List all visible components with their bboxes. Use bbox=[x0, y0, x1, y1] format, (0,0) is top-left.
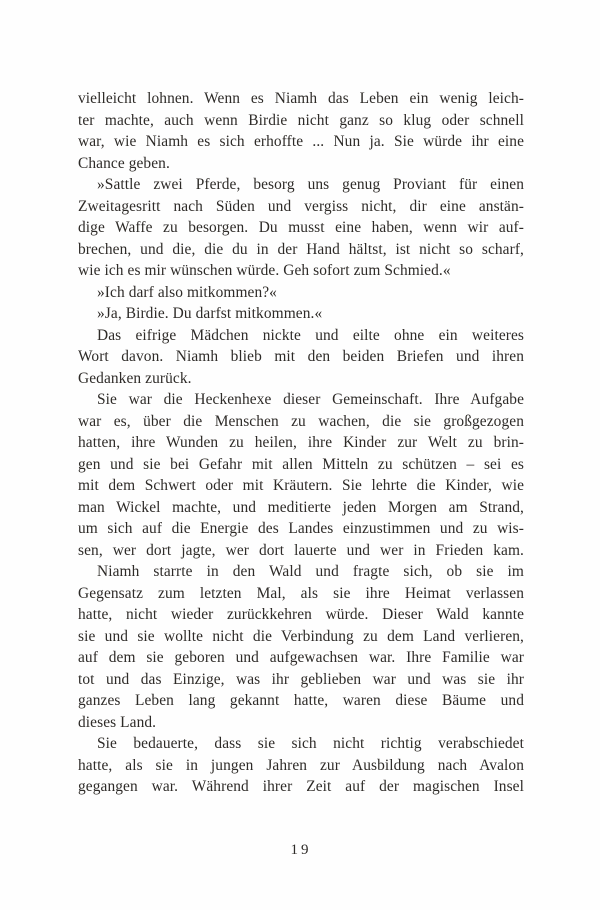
text-line: sen, wer dort jagte, wer dort lauerte und wer in Frieden kam. bbox=[78, 541, 524, 559]
body-text bbox=[78, 88, 524, 798]
text-line: Zweitagesritt nach Süden und vergiss nicht, dir eine anstän- bbox=[78, 197, 524, 215]
text-line: Sie bedauerte, dass sie sich nicht richtig verabschiedet bbox=[97, 735, 524, 752]
text-line: Niamh starrte in den Wald und fragte sich, ob sie im bbox=[97, 563, 524, 580]
text-line: gegangen war. Während ihrer Zeit auf der magischen Insel bbox=[78, 778, 524, 795]
text-line: tot und das Einzige, was ihr geblieben war und was sie ihr bbox=[78, 670, 524, 688]
text-line: ganzes Leben lang gekannt hatte, waren diese Bäume und bbox=[78, 692, 524, 709]
text-line: mit dem Schwert oder mit Kräutern. Sie lehrte die Kinder, wie bbox=[78, 477, 524, 494]
text-line: Chance geben. bbox=[78, 154, 170, 172]
text-line: vielleicht lohnen. Wenn es Niamh das Leben ein wenig leich- bbox=[78, 90, 524, 107]
text-line: um sich auf die Energie des Landes einzustimmen und zu wis- bbox=[78, 520, 524, 537]
text-line: hatte, nicht wieder zurückkehren würde. Dieser Wald kannte bbox=[78, 606, 524, 623]
text-line: Das eifrige Mädchen nickte und eilte ohne ein weiteres bbox=[97, 326, 524, 344]
text-line: hatte, als sie in jungen Jahren zur Ausbildung nach Avalon bbox=[78, 756, 524, 774]
text-line: Wort davon. Niamh blieb mit den beiden Briefen und ihren bbox=[78, 348, 524, 365]
text-line: dige Waffe zu besorgen. Du musst eine haben, wenn wir auf- bbox=[78, 219, 524, 236]
text-line: hatten, ihre Wunden zu heilen, ihre Kinder zur Welt zu brin- bbox=[78, 434, 524, 451]
text-line: dieses Land. bbox=[78, 713, 157, 731]
text-line: gen und sie bei Gefahr mit allen Mitteln zu schützen – sei es bbox=[78, 455, 524, 473]
text-line: ter machte, auch wenn Birdie nicht ganz so klug oder schnell bbox=[78, 111, 524, 129]
text-line: Gegensatz zum letzten Mal, als sie ihre Heimat verlassen bbox=[78, 584, 524, 602]
page-number: 19 bbox=[290, 842, 312, 858]
text-line: war, wie Niamh es sich erhoffte ... Nun ja. Sie würde ihr eine bbox=[78, 133, 524, 150]
text-line: brechen, und die, die du in der Hand hältst, ist nicht so scharf, bbox=[78, 240, 524, 258]
text-line: wie ich es mir wünschen würde. Geh sofort zum Schmied.« bbox=[78, 262, 451, 279]
text-line: Sie war die Heckenhexe dieser Gemeinschaft. Ihre Aufgabe bbox=[97, 391, 524, 408]
text-line: »Sattle zwei Pferde, besorg uns genug Proviant für einen bbox=[97, 176, 524, 193]
text-line: war es, über die Menschen zu wachen, die sie großgezogen bbox=[78, 412, 524, 430]
text-line: man Wickel machte, und meditierte jeden Morgen am Strand, bbox=[78, 498, 524, 516]
text-line: »Ja, Birdie. Du darfst mitkommen.« bbox=[97, 305, 323, 322]
text-line: sie und sie wollte nicht die Verbindung zu dem Land verlieren, bbox=[78, 627, 524, 645]
text-line: auf dem sie geboren und aufgewachsen war. Ihre Familie war bbox=[78, 649, 524, 666]
text-line: »Ich darf also mitkommen?« bbox=[97, 283, 277, 301]
text-line: Gedanken zurück. bbox=[78, 369, 192, 387]
